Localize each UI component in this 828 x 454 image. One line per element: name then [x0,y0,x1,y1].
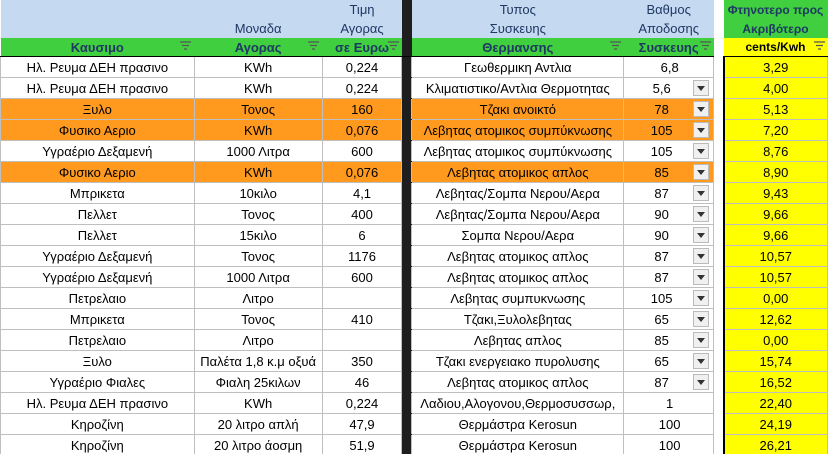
price-cell[interactable]: 0,224 [322,57,402,78]
header-device-label: Θερμανσης [482,39,554,55]
chevron-down-icon [697,170,705,175]
fuel-cell[interactable]: Πελλετ [1,225,195,246]
efficiency-cell[interactable] [624,309,714,330]
device-cell[interactable]: Γεωθερμικη Αντλια [412,57,624,78]
chevron-down-icon [697,275,705,280]
price-cell[interactable]: 0,224 [322,393,402,414]
cost-cell[interactable]: 8,76 [724,141,828,162]
header-efficiency-label: Συσκευης [638,39,699,55]
efficiency-cell[interactable] [624,78,714,99]
efficiency-cell[interactable] [624,330,714,351]
efficiency-cell[interactable] [624,162,714,183]
price-cell[interactable]: 0,076 [322,162,402,183]
column-gap [402,38,412,57]
column-gap [402,99,412,120]
efficiency-cell[interactable] [624,183,714,204]
column-gap [402,162,412,183]
header-device-line1: Τυπος [412,0,624,19]
filter-icon[interactable] [308,41,319,52]
efficiency-value: 85 [654,332,669,348]
unit-cell[interactable]: Παλέτα 1,8 κ.μ οξυά [194,351,322,372]
dropdown-button[interactable] [693,206,709,222]
cost-cell[interactable]: 9,66 [724,204,828,225]
price-cell[interactable]: 410 [322,309,402,330]
efficiency-value: 1 [666,395,674,411]
efficiency-cell[interactable] [624,372,714,393]
column-gap [402,225,412,246]
cost-cell[interactable]: 9,43 [724,183,828,204]
cost-cell[interactable]: 26,21 [724,435,828,454]
efficiency-value: 6,8 [660,59,679,75]
table-row [1,414,828,435]
header-fuel-label: Καυσιμο [70,39,124,55]
price-cell[interactable]: 51,9 [322,435,402,454]
cost-cell[interactable]: 7,20 [724,120,828,141]
efficiency-value: 78 [654,101,669,117]
efficiency-cell[interactable] [624,435,714,454]
header-price-line2: Αγορας [322,19,402,38]
price-cell[interactable]: 350 [322,351,402,372]
chevron-down-icon [697,86,705,91]
filter-icon[interactable] [610,41,621,52]
cost-cell[interactable]: 15,74 [724,351,828,372]
efficiency-cell[interactable] [624,351,714,372]
column-gap [402,309,412,330]
filter-icon[interactable] [180,41,191,52]
column-gap [714,351,724,372]
device-cell[interactable]: Σομπα Νερου/Αερα [412,225,624,246]
column-gap [714,330,724,351]
device-cell[interactable]: Λεβητας ατομικος συμπύκνωσης [412,120,624,141]
efficiency-cell[interactable] [624,267,714,288]
header-cost-line1: Φτηνοτερο προς [724,0,828,19]
header-unit-line2: Μοναδα [194,19,322,38]
unit-cell[interactable]: 20 λιτρο απλή [194,414,322,435]
table-row [1,393,828,414]
header-fuel-line1 [1,0,195,19]
table-row [1,183,828,204]
fuel-cell[interactable]: Υγραέριο Φιαλες [1,372,195,393]
fuel-cell[interactable]: Ηλ. Ρευμα ΔΕΗ πρασινο [1,78,195,99]
efficiency-cell[interactable] [624,288,714,309]
chevron-down-icon [697,149,705,154]
efficiency-value: 65 [654,311,669,327]
device-cell[interactable]: Λεβητας συμπυκνωσης [412,288,624,309]
header-unit-line1 [194,0,322,19]
fuel-cell[interactable]: Κηροζίνη [1,435,195,454]
column-gap [402,78,412,99]
chevron-down-icon [697,233,705,238]
table-row [1,204,828,225]
column-gap [402,183,412,204]
efficiency-value: 87 [654,374,669,390]
efficiency-cell[interactable] [624,57,714,78]
fuel-cell[interactable]: Ξυλο [1,351,195,372]
fuel-cell[interactable]: Φυσικο Αεριο [1,162,195,183]
efficiency-value: 100 [658,416,681,432]
unit-cell[interactable]: KWh [194,393,322,414]
unit-cell[interactable]: Τονος [194,309,322,330]
chevron-down-icon [697,296,705,301]
unit-cell[interactable]: Φιαλη 25κιλων [194,372,322,393]
fuel-cell[interactable]: Υγραέριο Δεξαμενή [1,141,195,162]
unit-cell[interactable]: KWh [194,57,322,78]
column-gap [402,0,412,19]
dropdown-button[interactable] [693,227,709,243]
price-cell[interactable]: 600 [322,267,402,288]
column-gap [714,57,724,78]
device-cell[interactable]: Κλιματιστικο/Αντλια Θερμοτητας [412,78,624,99]
unit-cell[interactable]: 10κιλο [194,183,322,204]
efficiency-cell[interactable] [624,393,714,414]
dropdown-button[interactable] [693,311,709,327]
cost-cell[interactable]: 12,62 [724,309,828,330]
chevron-down-icon [697,317,705,322]
price-cell[interactable] [322,330,402,351]
table-row [1,288,828,309]
filter-icon[interactable] [700,41,711,52]
fuel-cell[interactable]: Υγραέριο Δεξαμενή [1,246,195,267]
column-gap [714,267,724,288]
dropdown-button[interactable] [693,374,709,390]
cost-cell[interactable]: 0,00 [724,288,828,309]
header-price-label: σε Ευρω [335,39,389,55]
unit-cell[interactable]: 15κιλο [194,225,322,246]
efficiency-value: 90 [654,206,669,222]
table-row [1,267,828,288]
cost-cell[interactable]: 8,90 [724,162,828,183]
cost-cell[interactable]: 24,19 [724,414,828,435]
column-gap [402,372,412,393]
column-gap [402,267,412,288]
device-cell[interactable]: Λεβητας απλος [412,330,624,351]
dropdown-button[interactable] [693,248,709,264]
column-gap [402,120,412,141]
device-cell[interactable]: Λεβητας ατομικος απλος [412,246,624,267]
header-cost-label: cents/Kwh [745,40,806,54]
column-gap [714,38,724,57]
cost-cell[interactable]: 9,66 [724,225,828,246]
column-gap [714,78,724,99]
header-cost [724,38,828,57]
column-gap [402,414,412,435]
efficiency-value: 87 [654,248,669,264]
fuel-cell[interactable]: Κηροζίνη [1,414,195,435]
column-gap [714,393,724,414]
efficiency-value: 100 [658,437,681,453]
dropdown-button[interactable] [693,122,709,138]
header-unit-label: Αγορας [234,39,282,55]
price-cell[interactable]: 6 [322,225,402,246]
efficiency-cell[interactable] [624,246,714,267]
fuel-cell[interactable]: Μπρικετα [1,183,195,204]
unit-cell[interactable]: 1000 Λιτρα [194,141,322,162]
header-row-1 [1,0,828,19]
table-row [1,162,828,183]
device-cell[interactable]: Τζακι ενεργειακο πυρολυσης [412,351,624,372]
price-cell[interactable]: 600 [322,141,402,162]
column-gap [714,19,724,38]
column-gap [714,0,724,19]
table-row [1,246,828,267]
efficiency-cell[interactable] [624,414,714,435]
device-cell[interactable]: Λεβητας/Σομπα Νερου/Αερα [412,204,624,225]
column-gap [402,288,412,309]
unit-cell[interactable]: Τονος [194,99,322,120]
column-gap [402,204,412,225]
column-gap [714,141,724,162]
table-row [1,435,828,454]
table-row [1,351,828,372]
header-device [412,38,624,57]
efficiency-value: 90 [654,227,669,243]
price-cell[interactable]: 4,1 [322,183,402,204]
unit-cell[interactable]: Λιτρο [194,330,322,351]
efficiency-cell[interactable] [624,225,714,246]
efficiency-value: 65 [654,353,669,369]
column-gap [402,435,412,454]
unit-cell[interactable]: KWh [194,120,322,141]
column-gap [714,414,724,435]
device-cell[interactable]: Τζακι ανοικτό [412,99,624,120]
fuel-cell[interactable]: Υγραέριο Δεξαμενή [1,267,195,288]
device-cell[interactable]: Θερμάστρα Kerosun [412,435,624,454]
table-row [1,309,828,330]
unit-cell[interactable]: 1000 Λιτρα [194,267,322,288]
chevron-down-icon [697,191,705,196]
efficiency-cell[interactable] [624,204,714,225]
dropdown-button[interactable] [693,269,709,285]
price-cell[interactable]: 46 [322,372,402,393]
chevron-down-icon [697,380,705,385]
dropdown-button[interactable] [693,101,709,117]
cost-cell[interactable]: 10,57 [724,267,828,288]
table-row [1,141,828,162]
device-cell[interactable]: Λαδιου,Αλογονου,Θερμοσυσσωρ, [412,393,624,414]
table-row [1,372,828,393]
header-price-line1: Τιμη [322,0,402,19]
cost-cell[interactable]: 0,00 [724,330,828,351]
column-gap [714,246,724,267]
cost-cell[interactable]: 22,40 [724,393,828,414]
column-gap [714,204,724,225]
header-fuel-line2 [1,19,195,38]
header-efficiency-line2: Αποδοσης [624,19,714,38]
device-cell[interactable]: Λεβητας/Σομπα Νερου/Αερα [412,183,624,204]
price-cell[interactable]: 160 [322,99,402,120]
cost-cell[interactable]: 10,57 [724,246,828,267]
fuel-cell[interactable]: Πετρελαιο [1,288,195,309]
efficiency-value: 87 [654,269,669,285]
device-cell[interactable]: Λεβητας ατομικος συμπύκνωσης [412,141,624,162]
header-unit [194,38,322,57]
device-cell[interactable]: Θερμάστρα Kerosun [412,414,624,435]
device-cell[interactable]: Λεβητας ατομικος απλος [412,372,624,393]
device-cell[interactable]: Λεβητας ατομικος απλος [412,162,624,183]
efficiency-value: 5,6 [652,80,671,96]
dropdown-button[interactable] [693,143,709,159]
unit-cell[interactable]: Λιτρο [194,288,322,309]
table-row [1,330,828,351]
column-gap [402,57,412,78]
chevron-down-icon [697,359,705,364]
cost-cell[interactable]: 5,13 [724,99,828,120]
price-cell[interactable]: 0,076 [322,120,402,141]
table-row [1,78,828,99]
price-cell[interactable]: 0,224 [322,78,402,99]
efficiency-value: 105 [650,122,673,138]
chevron-down-icon [697,128,705,133]
column-gap [714,435,724,454]
header-row-3 [1,38,828,57]
chevron-down-icon [697,107,705,112]
unit-cell[interactable]: KWh [194,162,322,183]
price-cell[interactable] [322,288,402,309]
column-gap [402,351,412,372]
header-cost-line2: Ακριβότερο [724,19,828,38]
dropdown-button[interactable] [693,164,709,180]
device-cell[interactable]: Λεβητας ατομικος απλος [412,267,624,288]
table-row [1,57,828,78]
fuel-cell[interactable]: Ηλ. Ρευμα ΔΕΗ πρασινο [1,393,195,414]
column-gap [402,141,412,162]
price-cell[interactable]: 1176 [322,246,402,267]
unit-cell[interactable]: 20 λιτρο άοσμη [194,435,322,454]
dropdown-button[interactable] [693,185,709,201]
column-gap [402,19,412,38]
efficiency-value: 105 [650,290,673,306]
cost-cell[interactable]: 3,29 [724,57,828,78]
column-gap [402,393,412,414]
column-gap [714,372,724,393]
fuel-cell[interactable]: Πετρελαιο [1,330,195,351]
fuel-cell[interactable]: Ηλ. Ρευμα ΔΕΗ πρασινο [1,57,195,78]
header-device-line2: Συσκευης [412,19,624,38]
column-gap [714,120,724,141]
column-gap [714,225,724,246]
unit-cell[interactable]: KWh [194,78,322,99]
unit-cell[interactable]: Τονος [194,246,322,267]
fuel-cell[interactable]: Φυσικο Αεριο [1,120,195,141]
dropdown-button[interactable] [693,332,709,348]
column-gap [402,246,412,267]
cost-cell[interactable]: 16,52 [724,372,828,393]
cost-cell[interactable]: 4,00 [724,78,828,99]
column-gap [714,162,724,183]
header-efficiency [624,38,714,57]
column-gap [714,309,724,330]
chevron-down-icon [697,212,705,217]
column-gap [714,183,724,204]
filter-icon[interactable] [388,41,399,52]
price-cell[interactable]: 400 [322,204,402,225]
fuel-cell[interactable]: Πελλετ [1,204,195,225]
header-efficiency-line1: Βαθμος [624,0,714,19]
table-row [1,99,828,120]
efficiency-value: 105 [650,143,673,159]
device-cell[interactable]: Τζακι,Ξυλολεβητας [412,309,624,330]
price-cell[interactable]: 47,9 [322,414,402,435]
fuel-cell[interactable]: Μπρικετα [1,309,195,330]
table-row [1,225,828,246]
header-row-2 [1,19,828,38]
chevron-down-icon [697,254,705,259]
efficiency-value: 85 [654,164,669,180]
efficiency-value: 87 [654,185,669,201]
efficiency-cell[interactable] [624,99,714,120]
header-fuel [1,38,195,57]
column-gap [402,330,412,351]
column-gap [714,288,724,309]
chevron-down-icon [697,338,705,343]
filter-icon[interactable] [814,41,825,52]
fuel-cell[interactable]: Ξυλο [1,99,195,120]
header-price [322,38,402,57]
dropdown-button[interactable] [693,80,709,96]
column-gap [714,99,724,120]
table-row [1,120,828,141]
unit-cell[interactable]: Τονος [194,204,322,225]
efficiency-cell[interactable] [624,141,714,162]
efficiency-cell[interactable] [624,120,714,141]
dropdown-button[interactable] [693,290,709,306]
dropdown-button[interactable] [693,353,709,369]
